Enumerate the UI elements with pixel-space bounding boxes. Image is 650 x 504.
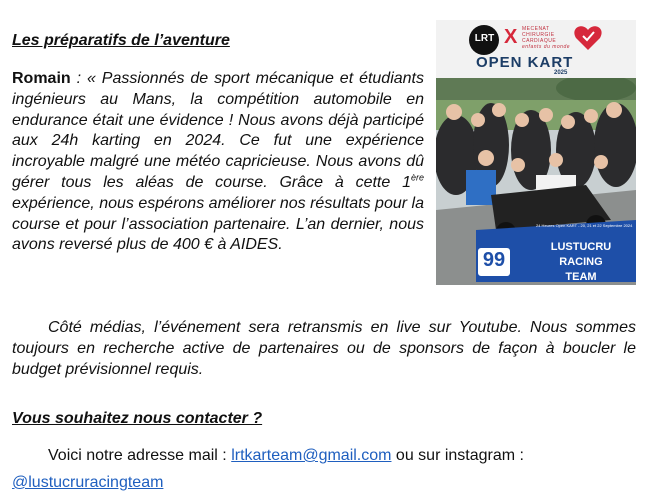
kart-number: 99 (482, 249, 506, 271)
quote-text-1: : « Passionnés de sport mécanique et étudiants ingénieurs au Mans, la compétition automobile en endurance était une évidence ! Nous avons déjà participé aux 24h karting en 2024. Ce fut une expérience incroyable malgré une météo capricieuse. Nous avons dû gérer tous les aléas de course. Grâce à cette 1 (12, 70, 424, 191)
banner-small-text: 24 Heures Open KART - 20, 21 et 22 Septembre 2024 (536, 223, 633, 228)
event-year: 2025 (554, 70, 568, 76)
speaker-name: Romain (12, 70, 71, 87)
section-heading-preparatifs: Les préparatifs de l’aventure (12, 32, 230, 49)
contact-line (12, 445, 636, 466)
contact-middle: ou sur instagram : (391, 447, 524, 464)
team-photo (436, 20, 636, 285)
team-banner: LUSTUCRU RACING TEAM (550, 241, 612, 283)
instagram-line (12, 472, 163, 493)
superscript-ere: ère (410, 172, 424, 183)
partner-logo-text: MECENAT CHIRURGIE CARDIAQUE enfants du monde (522, 26, 571, 50)
contact-prefix: Voici notre adresse mail : (48, 447, 232, 464)
cross-symbol: X (504, 26, 518, 48)
quote-paragraph (12, 69, 424, 256)
instagram-link[interactable]: @lustucruracingteam (12, 474, 164, 491)
lrt-logo: LRT (474, 33, 495, 44)
event-name: OPEN KART (476, 54, 574, 71)
email-link[interactable]: lrtkarteam@gmail.com (231, 447, 392, 464)
quote-text-2: expérience, nous espérons améliorer nos résultats pour la course et pour l’association partenaire. L’an dernier, nous avons reversé plus de 400 € à AIDES. (12, 194, 424, 254)
section-heading-contact: Vous souhaitez nous contacter ? (12, 410, 263, 427)
media-paragraph: Côté médias, l’événement sera retransmis en live sur Youtube. Nous sommes toujours en recherche active de partenaires ou de sponsors de façon à boucler le budget prévisionnel requis. (12, 319, 636, 378)
